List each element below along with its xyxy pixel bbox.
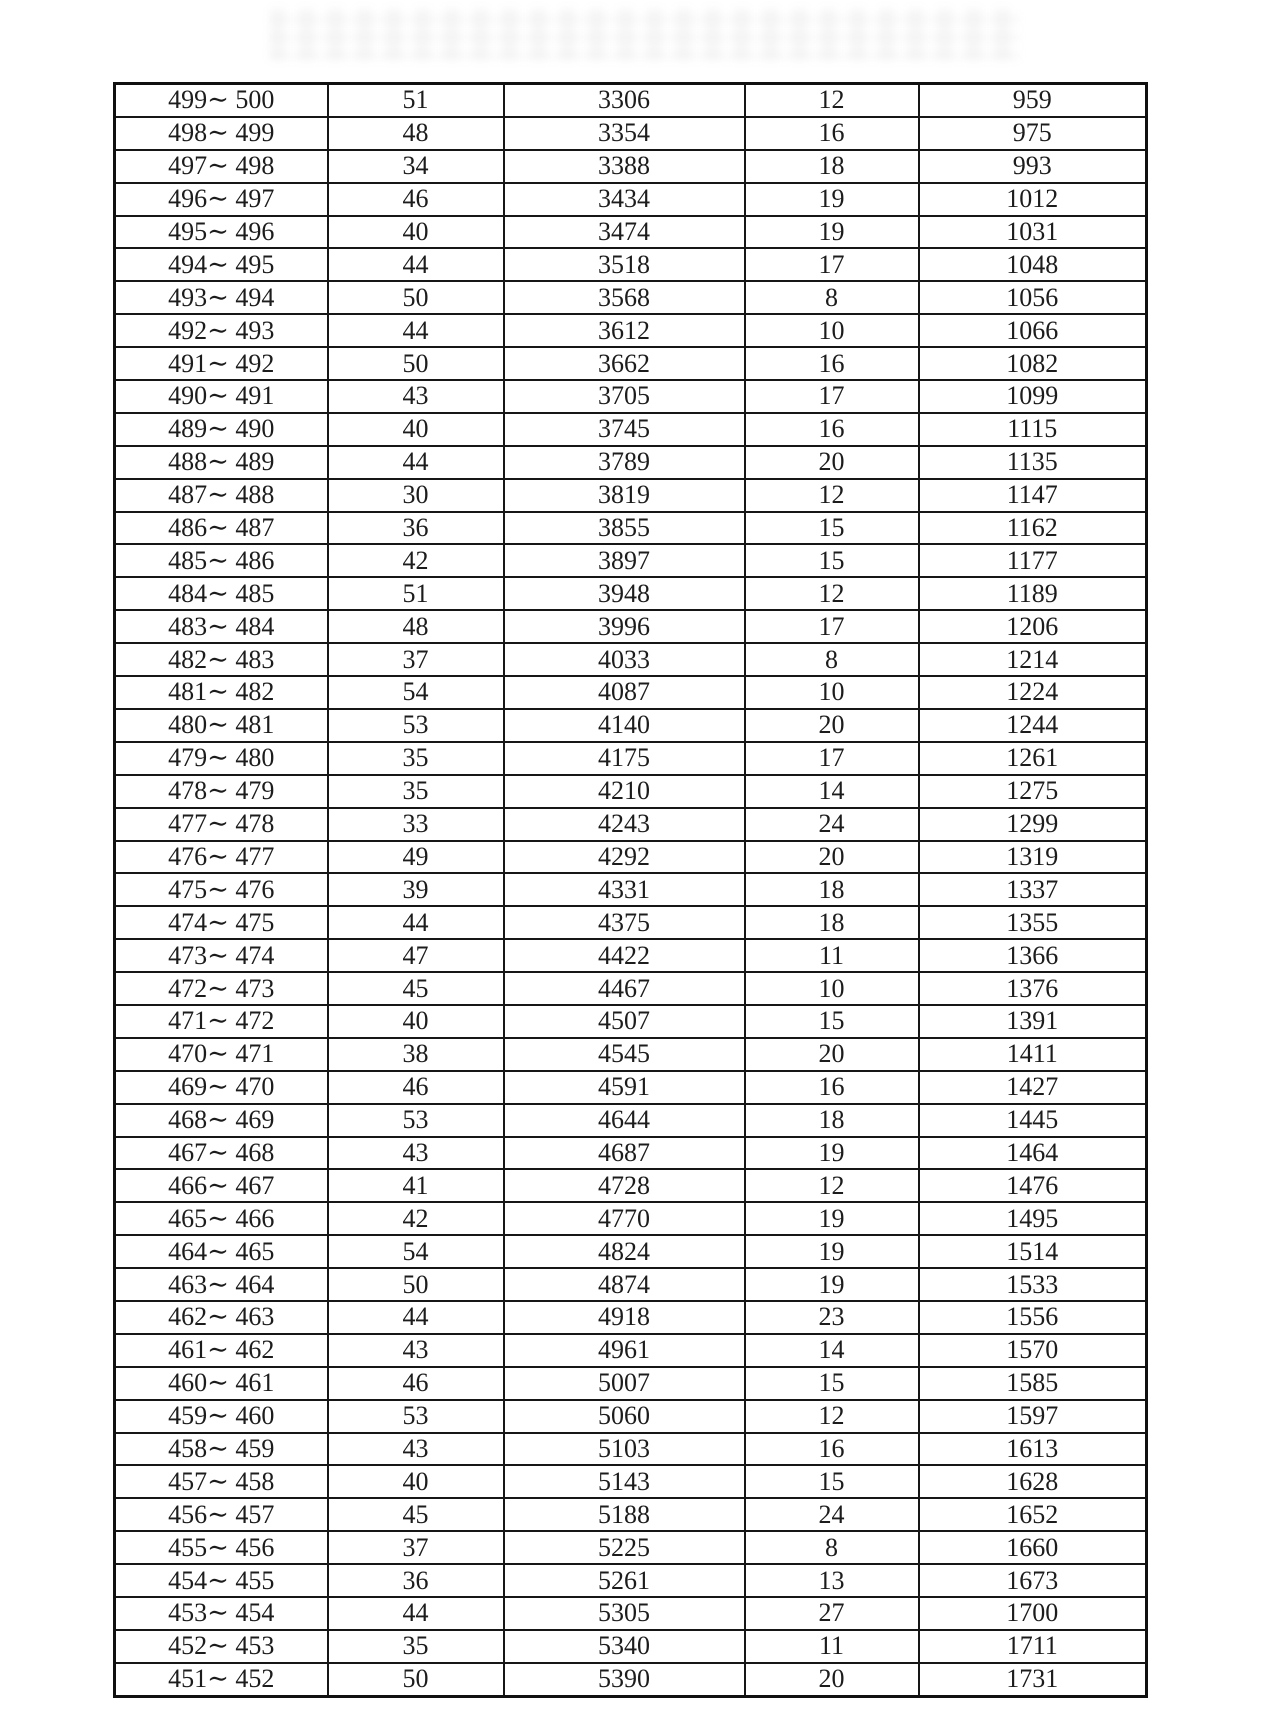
count-a-cell: 50 xyxy=(328,1663,504,1697)
table-row xyxy=(115,742,1147,775)
count-b-cell: 16 xyxy=(745,1433,919,1466)
table-row xyxy=(115,216,1147,249)
count-a-cell: 37 xyxy=(328,643,504,676)
cumulative-a-cell: 4243 xyxy=(504,808,745,841)
count-a-cell: 53 xyxy=(328,1104,504,1137)
count-a-cell: 43 xyxy=(328,1137,504,1170)
table-row xyxy=(115,1104,1147,1137)
score-range-cell: 480∼ 481 xyxy=(115,709,328,742)
score-range-cell: 490∼ 491 xyxy=(115,380,328,413)
score-range-cell: 487∼ 488 xyxy=(115,479,328,512)
count-a-cell: 34 xyxy=(328,150,504,183)
table-row xyxy=(115,380,1147,413)
cumulative-b-cell: 1570 xyxy=(919,1334,1147,1367)
count-b-cell: 11 xyxy=(745,939,919,972)
table-row xyxy=(115,1071,1147,1104)
cumulative-a-cell: 4292 xyxy=(504,841,745,874)
count-a-cell: 53 xyxy=(328,709,504,742)
cumulative-a-cell: 4545 xyxy=(504,1038,745,1071)
cumulative-a-cell: 3434 xyxy=(504,183,745,216)
score-range-cell: 478∼ 479 xyxy=(115,775,328,808)
count-b-cell: 20 xyxy=(745,1038,919,1071)
cumulative-b-cell: 1066 xyxy=(919,314,1147,347)
table-row xyxy=(115,1433,1147,1466)
score-range-cell: 465∼ 466 xyxy=(115,1202,328,1235)
table-row xyxy=(115,841,1147,874)
score-range-cell: 493∼ 494 xyxy=(115,281,328,314)
count-a-cell: 43 xyxy=(328,380,504,413)
table-row xyxy=(115,906,1147,939)
table-row xyxy=(115,1301,1147,1334)
cumulative-b-cell: 1355 xyxy=(919,906,1147,939)
count-a-cell: 35 xyxy=(328,742,504,775)
count-b-cell: 8 xyxy=(745,281,919,314)
table-row xyxy=(115,479,1147,512)
cumulative-b-cell: 1337 xyxy=(919,873,1147,906)
count-b-cell: 27 xyxy=(745,1597,919,1630)
count-b-cell: 24 xyxy=(745,1498,919,1531)
count-b-cell: 18 xyxy=(745,150,919,183)
cumulative-a-cell: 3612 xyxy=(504,314,745,347)
count-a-cell: 46 xyxy=(328,183,504,216)
cumulative-b-cell: 1056 xyxy=(919,281,1147,314)
count-b-cell: 16 xyxy=(745,413,919,446)
count-a-cell: 36 xyxy=(328,1564,504,1597)
cumulative-a-cell: 3948 xyxy=(504,577,745,610)
score-range-cell: 464∼ 465 xyxy=(115,1235,328,1268)
cumulative-b-cell: 1613 xyxy=(919,1433,1147,1466)
cumulative-a-cell: 4140 xyxy=(504,709,745,742)
score-range-cell: 489∼ 490 xyxy=(115,413,328,446)
cumulative-a-cell: 3789 xyxy=(504,446,745,479)
count-a-cell: 54 xyxy=(328,676,504,709)
count-a-cell: 40 xyxy=(328,1005,504,1038)
count-a-cell: 53 xyxy=(328,1400,504,1433)
count-b-cell: 15 xyxy=(745,512,919,545)
table-row xyxy=(115,281,1147,314)
cumulative-a-cell: 4210 xyxy=(504,775,745,808)
count-b-cell: 11 xyxy=(745,1630,919,1663)
score-range-cell: 451∼ 452 xyxy=(115,1663,328,1697)
cumulative-b-cell: 1700 xyxy=(919,1597,1147,1630)
score-range-cell: 471∼ 472 xyxy=(115,1005,328,1038)
table-row xyxy=(115,1400,1147,1433)
count-b-cell: 8 xyxy=(745,1531,919,1564)
cumulative-b-cell: 1031 xyxy=(919,216,1147,249)
cumulative-a-cell: 3474 xyxy=(504,216,745,249)
table-row xyxy=(115,873,1147,906)
count-b-cell: 10 xyxy=(745,676,919,709)
cumulative-a-cell: 4331 xyxy=(504,873,745,906)
cumulative-b-cell: 1099 xyxy=(919,380,1147,413)
score-range-cell: 468∼ 469 xyxy=(115,1104,328,1137)
cumulative-b-cell: 1445 xyxy=(919,1104,1147,1137)
table-row xyxy=(115,1235,1147,1268)
cumulative-b-cell: 1628 xyxy=(919,1465,1147,1498)
cumulative-a-cell: 5103 xyxy=(504,1433,745,1466)
cumulative-b-cell: 1514 xyxy=(919,1235,1147,1268)
table-row xyxy=(115,1005,1147,1038)
count-a-cell: 38 xyxy=(328,1038,504,1071)
count-b-cell: 16 xyxy=(745,117,919,150)
count-a-cell: 35 xyxy=(328,1630,504,1663)
cumulative-a-cell: 4087 xyxy=(504,676,745,709)
cumulative-a-cell: 5390 xyxy=(504,1663,745,1697)
count-a-cell: 49 xyxy=(328,841,504,874)
table-row xyxy=(115,676,1147,709)
score-range-cell: 494∼ 495 xyxy=(115,248,328,281)
count-b-cell: 23 xyxy=(745,1301,919,1334)
cumulative-a-cell: 4375 xyxy=(504,906,745,939)
cumulative-a-cell: 5188 xyxy=(504,1498,745,1531)
count-a-cell: 40 xyxy=(328,413,504,446)
score-range-cell: 463∼ 464 xyxy=(115,1268,328,1301)
score-range-cell: 461∼ 462 xyxy=(115,1334,328,1367)
count-b-cell: 18 xyxy=(745,906,919,939)
score-range-cell: 483∼ 484 xyxy=(115,610,328,643)
cumulative-a-cell: 3662 xyxy=(504,347,745,380)
count-a-cell: 44 xyxy=(328,248,504,281)
count-b-cell: 13 xyxy=(745,1564,919,1597)
count-a-cell: 44 xyxy=(328,906,504,939)
cumulative-b-cell: 1711 xyxy=(919,1630,1147,1663)
cumulative-b-cell: 1464 xyxy=(919,1137,1147,1170)
table-row xyxy=(115,512,1147,545)
count-b-cell: 19 xyxy=(745,1235,919,1268)
table-body xyxy=(115,84,1147,1697)
count-a-cell: 43 xyxy=(328,1433,504,1466)
cumulative-a-cell: 4874 xyxy=(504,1268,745,1301)
score-range-cell: 484∼ 485 xyxy=(115,577,328,610)
score-range-cell: 453∼ 454 xyxy=(115,1597,328,1630)
table-row xyxy=(115,972,1147,1005)
table-row xyxy=(115,775,1147,808)
cumulative-a-cell: 4918 xyxy=(504,1301,745,1334)
cumulative-b-cell: 1391 xyxy=(919,1005,1147,1038)
score-range-cell: 479∼ 480 xyxy=(115,742,328,775)
count-b-cell: 19 xyxy=(745,1202,919,1235)
score-range-cell: 472∼ 473 xyxy=(115,972,328,1005)
count-b-cell: 12 xyxy=(745,577,919,610)
score-range-cell: 497∼ 498 xyxy=(115,150,328,183)
cumulative-a-cell: 4770 xyxy=(504,1202,745,1235)
cumulative-b-cell: 1533 xyxy=(919,1268,1147,1301)
count-b-cell: 19 xyxy=(745,216,919,249)
count-a-cell: 45 xyxy=(328,972,504,1005)
score-range-cell: 470∼ 471 xyxy=(115,1038,328,1071)
cumulative-b-cell: 1048 xyxy=(919,248,1147,281)
cumulative-a-cell: 4175 xyxy=(504,742,745,775)
score-range-cell: 469∼ 470 xyxy=(115,1071,328,1104)
cumulative-b-cell: 1162 xyxy=(919,512,1147,545)
count-b-cell: 14 xyxy=(745,1334,919,1367)
score-range-cell: 476∼ 477 xyxy=(115,841,328,874)
cumulative-b-cell: 1206 xyxy=(919,610,1147,643)
table-row xyxy=(115,1169,1147,1202)
cumulative-a-cell: 5060 xyxy=(504,1400,745,1433)
cumulative-b-cell: 975 xyxy=(919,117,1147,150)
count-b-cell: 19 xyxy=(745,1268,919,1301)
score-range-cell: 481∼ 482 xyxy=(115,676,328,709)
table-row xyxy=(115,610,1147,643)
cumulative-b-cell: 1411 xyxy=(919,1038,1147,1071)
count-b-cell: 19 xyxy=(745,183,919,216)
cumulative-b-cell: 1660 xyxy=(919,1531,1147,1564)
count-a-cell: 30 xyxy=(328,479,504,512)
count-b-cell: 10 xyxy=(745,972,919,1005)
cumulative-a-cell: 3705 xyxy=(504,380,745,413)
count-a-cell: 45 xyxy=(328,1498,504,1531)
score-range-cell: 455∼ 456 xyxy=(115,1531,328,1564)
score-range-cell: 466∼ 467 xyxy=(115,1169,328,1202)
count-b-cell: 18 xyxy=(745,873,919,906)
score-range-cell: 492∼ 493 xyxy=(115,314,328,347)
cumulative-a-cell: 3518 xyxy=(504,248,745,281)
cumulative-b-cell: 1495 xyxy=(919,1202,1147,1235)
table-row xyxy=(115,314,1147,347)
table-row xyxy=(115,1202,1147,1235)
count-b-cell: 8 xyxy=(745,643,919,676)
count-a-cell: 35 xyxy=(328,775,504,808)
cumulative-a-cell: 5340 xyxy=(504,1630,745,1663)
cumulative-a-cell: 4591 xyxy=(504,1071,745,1104)
cumulative-a-cell: 4507 xyxy=(504,1005,745,1038)
table-row xyxy=(115,1663,1147,1697)
count-b-cell: 17 xyxy=(745,248,919,281)
score-distribution-table xyxy=(113,82,1148,1698)
table-row xyxy=(115,183,1147,216)
cumulative-a-cell: 4728 xyxy=(504,1169,745,1202)
cumulative-a-cell: 3568 xyxy=(504,281,745,314)
count-b-cell: 20 xyxy=(745,446,919,479)
count-a-cell: 46 xyxy=(328,1071,504,1104)
table-row xyxy=(115,1334,1147,1367)
table-row xyxy=(115,577,1147,610)
table-row xyxy=(115,150,1147,183)
scan-artifact xyxy=(270,8,1020,60)
count-a-cell: 40 xyxy=(328,216,504,249)
count-a-cell: 43 xyxy=(328,1334,504,1367)
cumulative-a-cell: 3819 xyxy=(504,479,745,512)
cumulative-a-cell: 3745 xyxy=(504,413,745,446)
count-b-cell: 16 xyxy=(745,347,919,380)
table-row xyxy=(115,1531,1147,1564)
score-range-cell: 459∼ 460 xyxy=(115,1400,328,1433)
count-a-cell: 54 xyxy=(328,1235,504,1268)
score-range-cell: 457∼ 458 xyxy=(115,1465,328,1498)
table-row xyxy=(115,84,1147,117)
cumulative-b-cell: 1597 xyxy=(919,1400,1147,1433)
cumulative-b-cell: 1299 xyxy=(919,808,1147,841)
cumulative-b-cell: 993 xyxy=(919,150,1147,183)
cumulative-b-cell: 1214 xyxy=(919,643,1147,676)
score-range-cell: 495∼ 496 xyxy=(115,216,328,249)
cumulative-a-cell: 4644 xyxy=(504,1104,745,1137)
cumulative-b-cell: 1244 xyxy=(919,709,1147,742)
score-range-cell: 473∼ 474 xyxy=(115,939,328,972)
count-b-cell: 10 xyxy=(745,314,919,347)
score-range-cell: 456∼ 457 xyxy=(115,1498,328,1531)
table-row xyxy=(115,1367,1147,1400)
count-b-cell: 14 xyxy=(745,775,919,808)
cumulative-b-cell: 1652 xyxy=(919,1498,1147,1531)
table-row xyxy=(115,643,1147,676)
score-range-cell: 462∼ 463 xyxy=(115,1301,328,1334)
cumulative-b-cell: 1224 xyxy=(919,676,1147,709)
cumulative-b-cell: 1147 xyxy=(919,479,1147,512)
cumulative-a-cell: 5305 xyxy=(504,1597,745,1630)
count-b-cell: 19 xyxy=(745,1137,919,1170)
table-row xyxy=(115,347,1147,380)
cumulative-b-cell: 1135 xyxy=(919,446,1147,479)
count-b-cell: 17 xyxy=(745,380,919,413)
cumulative-a-cell: 5143 xyxy=(504,1465,745,1498)
cumulative-b-cell: 1275 xyxy=(919,775,1147,808)
count-a-cell: 44 xyxy=(328,314,504,347)
cumulative-b-cell: 1673 xyxy=(919,1564,1147,1597)
cumulative-a-cell: 5007 xyxy=(504,1367,745,1400)
count-a-cell: 46 xyxy=(328,1367,504,1400)
count-a-cell: 42 xyxy=(328,1202,504,1235)
table-row xyxy=(115,808,1147,841)
cumulative-a-cell: 4824 xyxy=(504,1235,745,1268)
count-b-cell: 12 xyxy=(745,84,919,117)
count-b-cell: 12 xyxy=(745,1400,919,1433)
count-a-cell: 42 xyxy=(328,544,504,577)
count-b-cell: 20 xyxy=(745,841,919,874)
score-range-cell: 460∼ 461 xyxy=(115,1367,328,1400)
count-a-cell: 50 xyxy=(328,347,504,380)
count-a-cell: 51 xyxy=(328,84,504,117)
cumulative-a-cell: 3354 xyxy=(504,117,745,150)
count-b-cell: 20 xyxy=(745,1663,919,1697)
count-b-cell: 20 xyxy=(745,709,919,742)
count-b-cell: 12 xyxy=(745,1169,919,1202)
cumulative-a-cell: 5261 xyxy=(504,1564,745,1597)
score-range-cell: 474∼ 475 xyxy=(115,906,328,939)
table-row xyxy=(115,1038,1147,1071)
table-row xyxy=(115,117,1147,150)
count-a-cell: 47 xyxy=(328,939,504,972)
table-row xyxy=(115,1465,1147,1498)
count-b-cell: 17 xyxy=(745,610,919,643)
count-a-cell: 48 xyxy=(328,117,504,150)
count-a-cell: 36 xyxy=(328,512,504,545)
count-a-cell: 50 xyxy=(328,281,504,314)
count-b-cell: 16 xyxy=(745,1071,919,1104)
count-b-cell: 15 xyxy=(745,544,919,577)
count-a-cell: 39 xyxy=(328,873,504,906)
count-b-cell: 24 xyxy=(745,808,919,841)
cumulative-a-cell: 3855 xyxy=(504,512,745,545)
score-range-cell: 452∼ 453 xyxy=(115,1630,328,1663)
cumulative-a-cell: 3388 xyxy=(504,150,745,183)
cumulative-b-cell: 1585 xyxy=(919,1367,1147,1400)
score-range-cell: 475∼ 476 xyxy=(115,873,328,906)
count-b-cell: 18 xyxy=(745,1104,919,1137)
cumulative-b-cell: 1261 xyxy=(919,742,1147,775)
count-a-cell: 44 xyxy=(328,1301,504,1334)
score-range-cell: 454∼ 455 xyxy=(115,1564,328,1597)
cumulative-b-cell: 1476 xyxy=(919,1169,1147,1202)
table-row xyxy=(115,446,1147,479)
table-row xyxy=(115,1498,1147,1531)
table-row xyxy=(115,1630,1147,1663)
count-a-cell: 50 xyxy=(328,1268,504,1301)
count-b-cell: 15 xyxy=(745,1465,919,1498)
cumulative-b-cell: 1556 xyxy=(919,1301,1147,1334)
count-a-cell: 41 xyxy=(328,1169,504,1202)
cumulative-b-cell: 1366 xyxy=(919,939,1147,972)
score-range-cell: 467∼ 468 xyxy=(115,1137,328,1170)
cumulative-a-cell: 4033 xyxy=(504,643,745,676)
cumulative-a-cell: 3306 xyxy=(504,84,745,117)
count-b-cell: 12 xyxy=(745,479,919,512)
table-row xyxy=(115,1597,1147,1630)
count-a-cell: 48 xyxy=(328,610,504,643)
score-range-cell: 482∼ 483 xyxy=(115,643,328,676)
table-row xyxy=(115,544,1147,577)
cumulative-b-cell: 1376 xyxy=(919,972,1147,1005)
count-a-cell: 44 xyxy=(328,446,504,479)
score-range-cell: 458∼ 459 xyxy=(115,1433,328,1466)
table-row xyxy=(115,248,1147,281)
score-range-cell: 488∼ 489 xyxy=(115,446,328,479)
cumulative-b-cell: 1012 xyxy=(919,183,1147,216)
table-row xyxy=(115,1268,1147,1301)
count-a-cell: 33 xyxy=(328,808,504,841)
cumulative-a-cell: 4687 xyxy=(504,1137,745,1170)
cumulative-b-cell: 1427 xyxy=(919,1071,1147,1104)
cumulative-b-cell: 1177 xyxy=(919,544,1147,577)
cumulative-b-cell: 1115 xyxy=(919,413,1147,446)
cumulative-a-cell: 4961 xyxy=(504,1334,745,1367)
count-a-cell: 44 xyxy=(328,1597,504,1630)
cumulative-a-cell: 3996 xyxy=(504,610,745,643)
cumulative-b-cell: 1731 xyxy=(919,1663,1147,1697)
cumulative-b-cell: 1189 xyxy=(919,577,1147,610)
cumulative-b-cell: 959 xyxy=(919,84,1147,117)
cumulative-b-cell: 1319 xyxy=(919,841,1147,874)
table-row xyxy=(115,413,1147,446)
count-b-cell: 17 xyxy=(745,742,919,775)
count-b-cell: 15 xyxy=(745,1367,919,1400)
score-range-cell: 486∼ 487 xyxy=(115,512,328,545)
score-range-cell: 499∼ 500 xyxy=(115,84,328,117)
cumulative-a-cell: 4467 xyxy=(504,972,745,1005)
score-range-cell: 477∼ 478 xyxy=(115,808,328,841)
count-a-cell: 37 xyxy=(328,1531,504,1564)
count-b-cell: 15 xyxy=(745,1005,919,1038)
count-a-cell: 51 xyxy=(328,577,504,610)
cumulative-a-cell: 5225 xyxy=(504,1531,745,1564)
table-row xyxy=(115,1137,1147,1170)
table-row xyxy=(115,1564,1147,1597)
score-range-cell: 496∼ 497 xyxy=(115,183,328,216)
table-row xyxy=(115,939,1147,972)
table-row xyxy=(115,709,1147,742)
score-range-cell: 485∼ 486 xyxy=(115,544,328,577)
cumulative-a-cell: 3897 xyxy=(504,544,745,577)
cumulative-b-cell: 1082 xyxy=(919,347,1147,380)
score-range-cell: 491∼ 492 xyxy=(115,347,328,380)
score-range-cell: 498∼ 499 xyxy=(115,117,328,150)
count-a-cell: 40 xyxy=(328,1465,504,1498)
cumulative-a-cell: 4422 xyxy=(504,939,745,972)
